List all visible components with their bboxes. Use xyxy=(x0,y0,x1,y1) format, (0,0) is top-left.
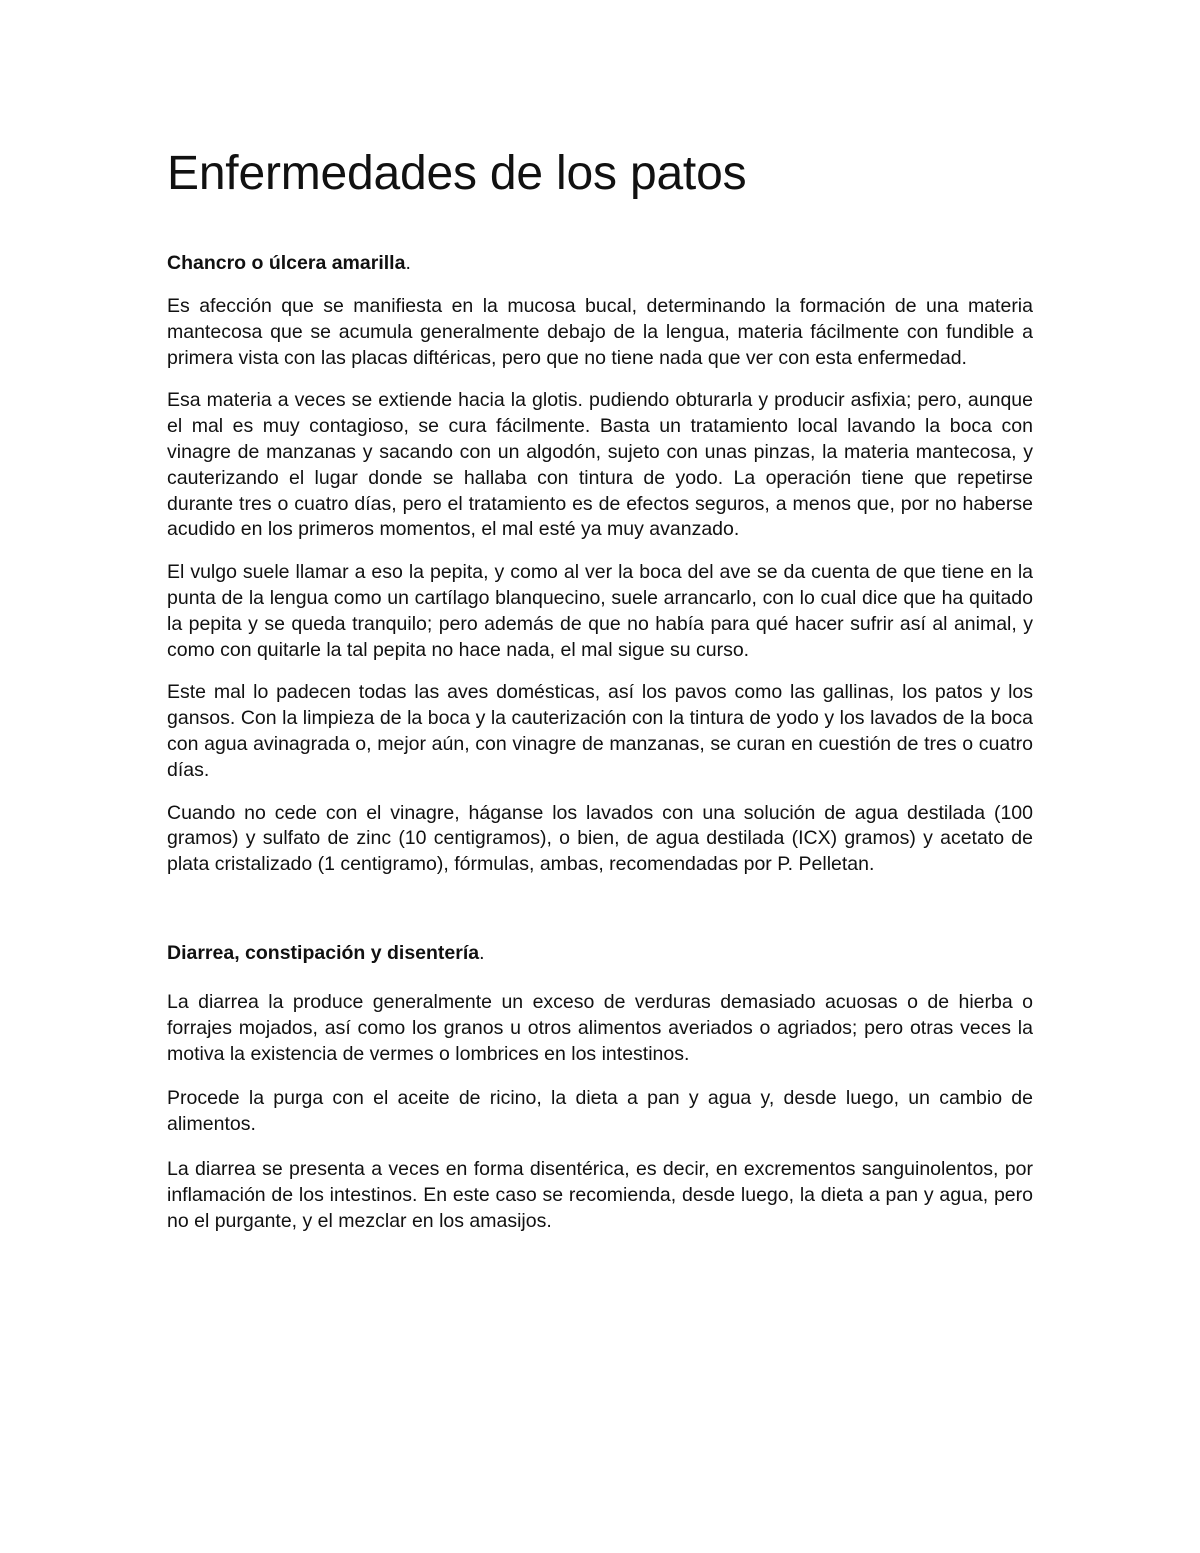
paragraph: La diarrea la produce generalmente un exceso de verduras demasiado acuosas o de hierba o forrajes mojados, así como los granos u otros alimentos averiados o agriados; pero otras veces la motiva la existencia de vermes o lombrices en los intestinos. xyxy=(167,990,1033,1065)
paragraph: Cuando no cede con el vinagre, háganse los lavados con una solución de agua destilada (100 gramos) y sulfato de zinc (10 centigramos), o bien, de agua destilada (ICX) gramos) y acetato de plata cristalizado (1 centigramo), fórmulas, ambas, recomendadas por P. Pelletan. xyxy=(167,801,1033,876)
paragraph: Es afección que se manifiesta en la mucosa bucal, determinando la formación de una materia mantecosa que se acumula generalmente debajo de la lengua, materia fácilmente con fundible a primera vista con las placas diftéricas, pero que no tiene nada que ver con esta enfermedad. xyxy=(167,295,1033,369)
paragraph: La diarrea se presenta a veces en forma disentérica, es decir, en excrementos sanguinolentos, por inflamación de los intestinos. En este caso se recomienda, desde luego, la dieta a pan y agua, pero no el purgante, y el mezclar en los amasijos. xyxy=(167,1157,1033,1232)
section-heading-text: Diarrea, constipación y disentería xyxy=(167,941,480,964)
paragraph: Procede la purga con el aceite de ricino, la dieta a pan y agua y, desde luego, un cambio de alimentos. xyxy=(167,1087,1033,1136)
section-heading-text: Chancro o úlcera amarilla xyxy=(167,252,406,274)
section-heading-punct: . xyxy=(479,941,485,964)
paragraph: El vulgo suele llamar a eso la pepita, y como al ver la boca del ave se da cuenta de que tiene en la punta de la lengua como un cartílago blanquecino, suele arrancarlo, con lo cual dice que ha quitado la pepita y se queda tranquilo; pero además de que no había para qué hacer sufrir así al animal, y como con quitarle la tal pepita no hace nada, el mal sigue su curso. xyxy=(167,561,1033,661)
section-diarrea xyxy=(167,940,1033,1234)
section-heading xyxy=(167,940,1033,966)
section-heading-punct: . xyxy=(405,252,411,274)
paragraph: Esa materia a veces se extiende hacia la glotis. pudiendo obturarla y producir asfixia; pero, aunque el mal es muy contagioso, se cura fácilmente. Basta un tratamiento local lavando la boca con vinagre de manzanas y sacando con un algodón, sujeto con unas pinzas, la materia mantecosa, y cauterizando el lugar donde se hallaba con tintura de yodo. La operación tiene que repetirse durante tres o cuatro días, pero el tratamiento es de efectos seguros, a menos que, por no haberse acudido en los primeros momentos, el mal esté ya muy avanzado. xyxy=(167,389,1033,541)
document-title: Enfermedades de los patos xyxy=(167,147,747,200)
paragraph: Este mal lo padecen todas las aves domésticas, así los pavos como las gallinas, los patos y los gansos. Con la limpieza de la boca y la cauterización con la tintura de yodo y los lavados de la boca con agua avinagrada o, mejor aún, con vinagre de manzanas, se curan en cuestión de tres o cuatro días. xyxy=(167,681,1033,781)
section-chancro xyxy=(167,250,1033,878)
document-page xyxy=(167,140,1033,1234)
section-heading xyxy=(167,250,1033,276)
